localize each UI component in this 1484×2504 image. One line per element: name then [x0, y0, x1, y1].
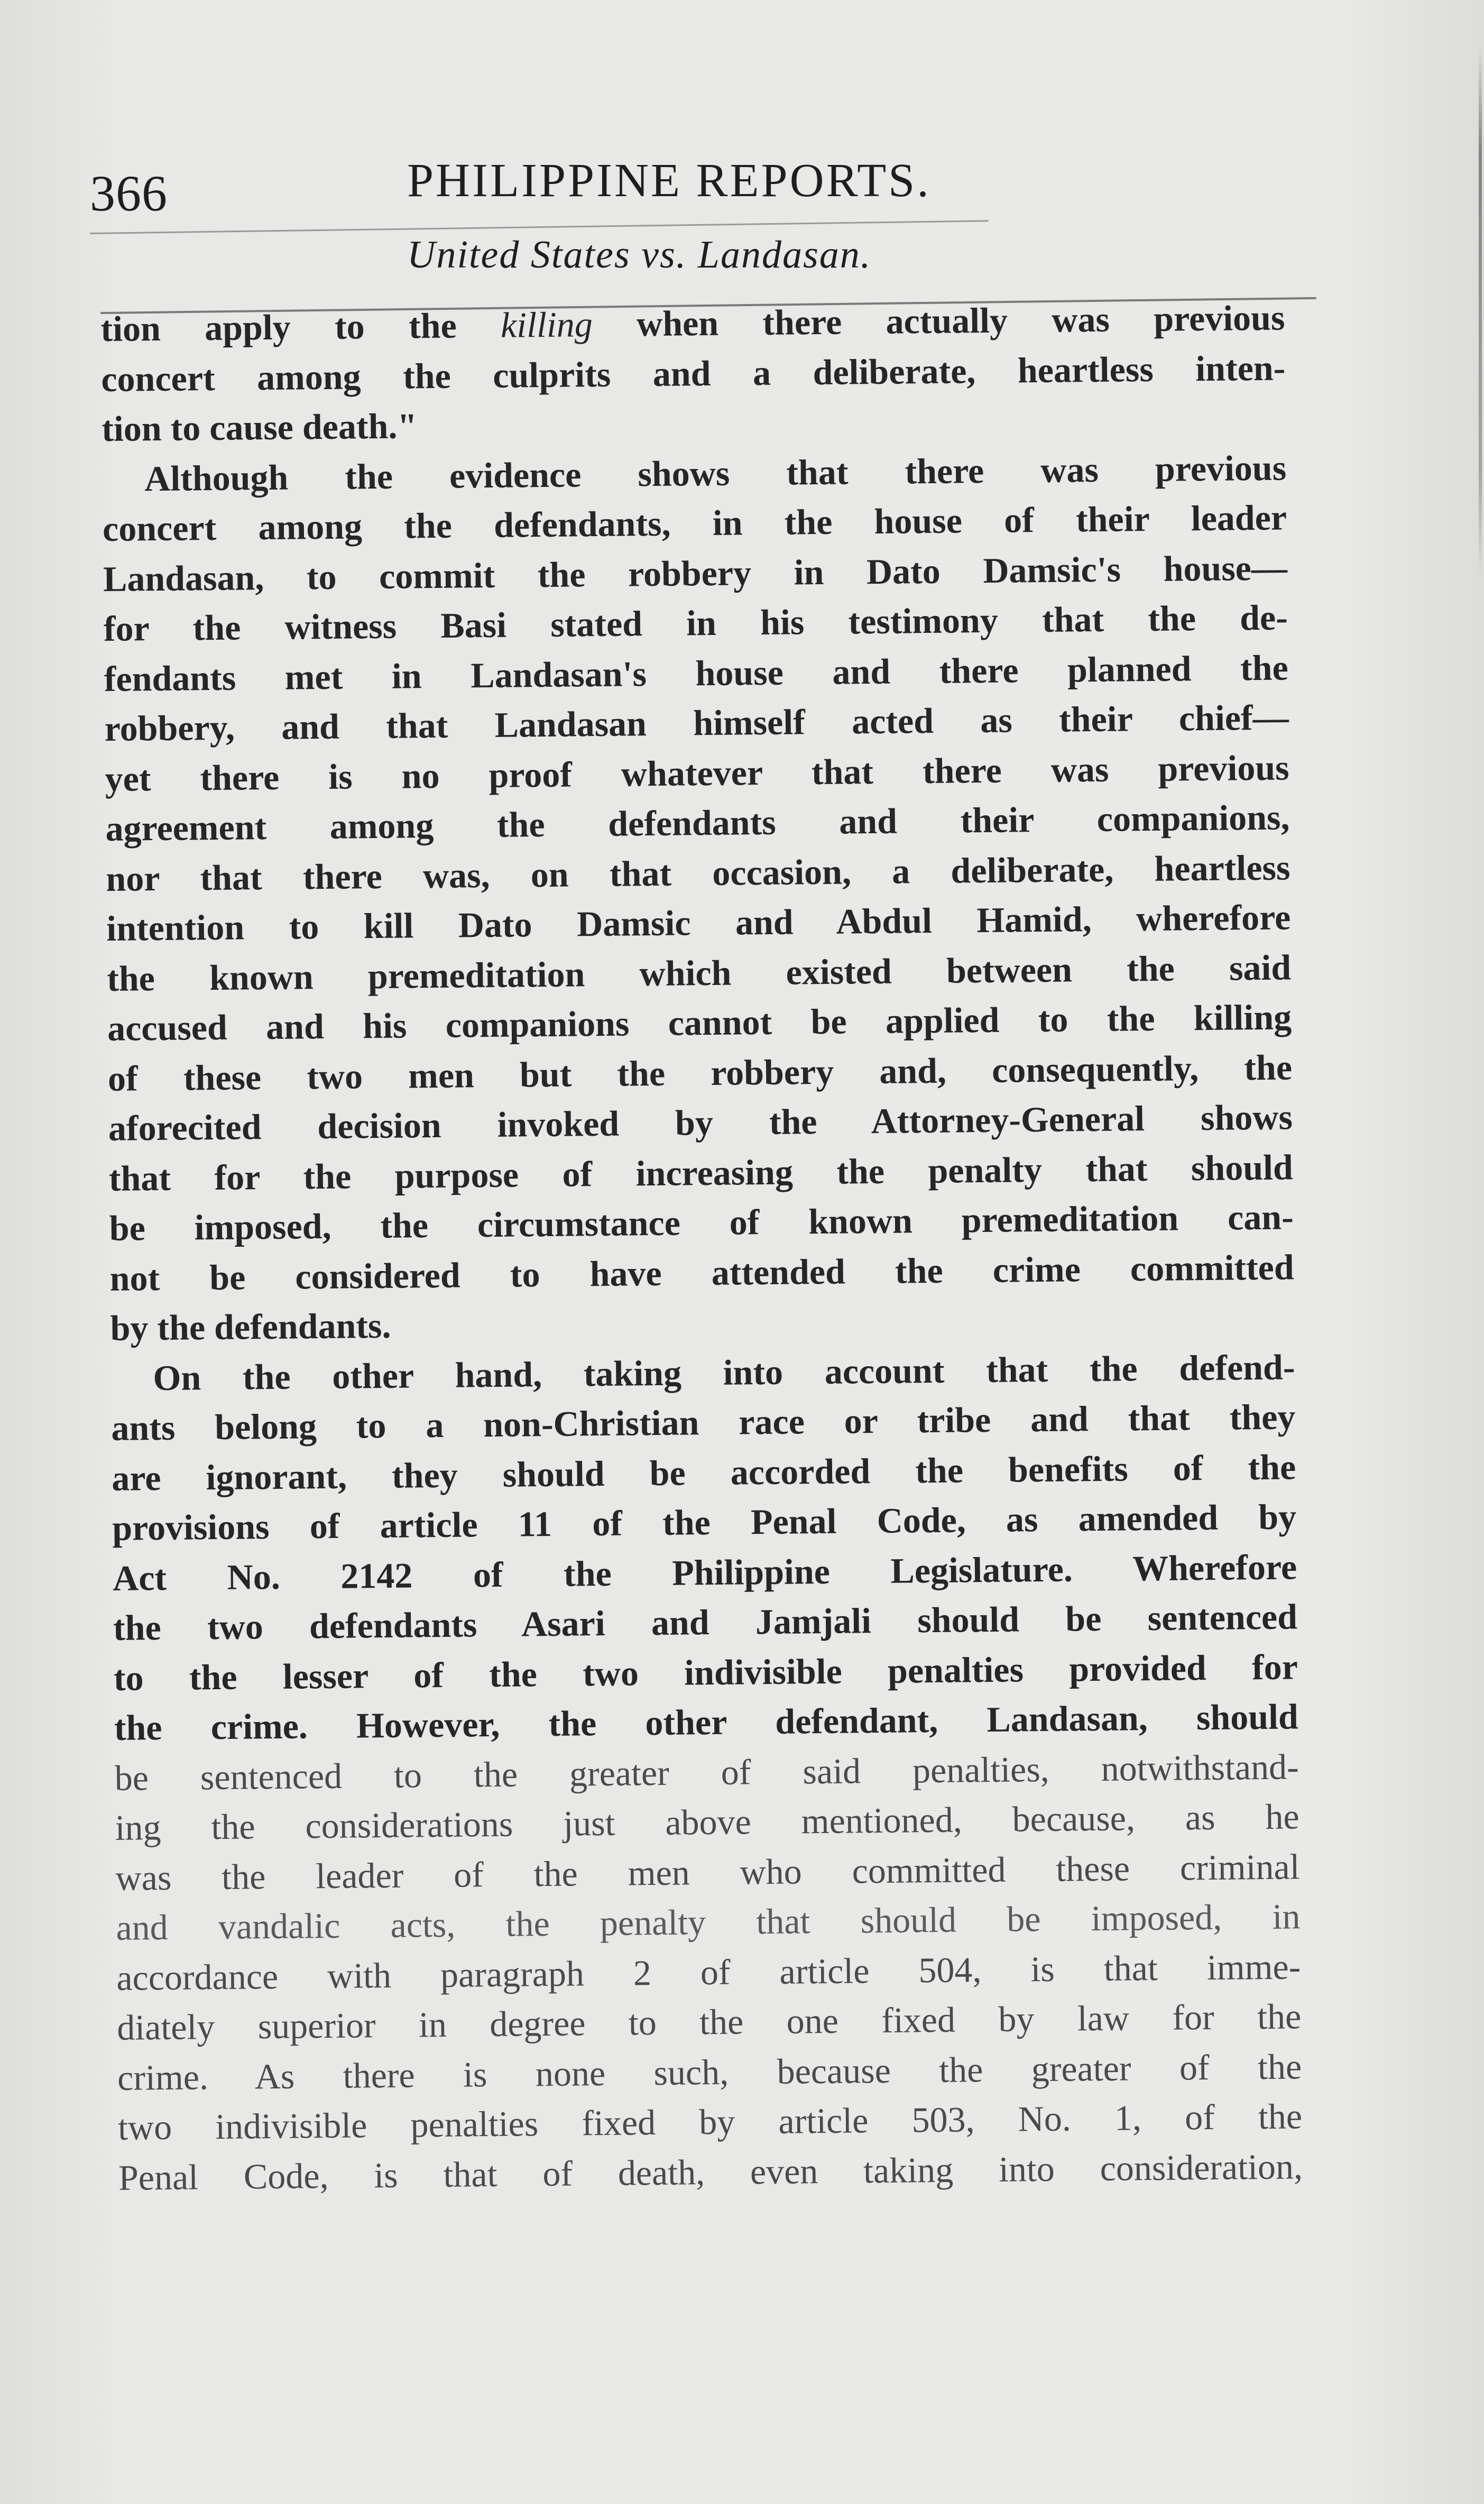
- text-line: Act No. 2142 of the Philippine Legislature. Wherefore: [112, 1546, 1297, 1598]
- text-line: by the defendants.: [110, 1305, 391, 1348]
- page-number: 366: [90, 165, 168, 222]
- text-line: the two defendants Asari and Jamjali should be sentenced: [113, 1596, 1298, 1648]
- text-line: that for the purpose of increasing the penalty that should: [108, 1146, 1294, 1199]
- page-edge-shadow: [1479, 48, 1482, 576]
- text-line: aforecited decision invoked by the Attorney-General shows: [108, 1097, 1293, 1148]
- text-line: crime. As there is none such, because the greater of the: [117, 2046, 1302, 2098]
- text-line: robbery, and that Landasan himself acted as their chief—: [104, 697, 1289, 749]
- body-text: [100, 292, 1303, 2202]
- text-line: for the witness Basi stated in his testimony that the de-: [103, 597, 1288, 649]
- text-line: two indivisible penalties fixed by article 503, No. 1, of the: [117, 2096, 1303, 2148]
- text-line: intention to kill Dato Damsic and Abdul Hamid, wherefore: [106, 897, 1291, 949]
- text-line: to the lesser of the two indivisible penalties provided for: [113, 1646, 1298, 1698]
- text-line: of these two men but the robbery and, consequently, the: [107, 1046, 1293, 1099]
- text-line: was the leader of the men who committed these criminal: [115, 1846, 1300, 1898]
- text-line: Although the evidence shows that there was previous: [144, 447, 1287, 499]
- text-line: are ignorant, they should be accorded the benefits of the: [111, 1446, 1296, 1498]
- running-title: PHILIPPINE REPORTS.: [407, 154, 931, 207]
- text-line: accused and his companions cannot be applied to the killing: [107, 997, 1292, 1048]
- text-line: Penal Code, is that of death, even taking into consideration,: [118, 2146, 1303, 2198]
- text-line: ing the considerations just above mentioned, because, as he: [115, 1796, 1299, 1848]
- text-line: provisions of article 11 of the Penal Code, as amended by: [112, 1496, 1297, 1548]
- text-line: Landasan, to commit the robbery in Dato Damsic's house—: [103, 547, 1288, 599]
- text-line: yet there is no proof whatever that there was previous: [105, 747, 1289, 799]
- text-line: not be considered to have attended the crime committed: [109, 1246, 1294, 1299]
- text-line: the crime. However, the other defendant, Landasan, should: [114, 1696, 1299, 1748]
- text-line: the known premeditation which existed between the said: [106, 946, 1292, 999]
- text-line: accordance with paragraph 2 of article 504, is that imme-: [116, 1946, 1301, 1998]
- text-line: ants belong to a non-Christian race or tribe and that they: [111, 1396, 1296, 1448]
- text-line: concert among the defendants, in the house of their leader: [102, 497, 1287, 549]
- page-header: [90, 153, 1301, 227]
- text-line: tion to cause death.": [101, 406, 418, 449]
- case-title: United States vs. Landasan.: [407, 233, 872, 277]
- text-line: On the other hand, taking into account that the defend-: [153, 1346, 1295, 1398]
- text-line: be sentenced to the greater of said penalties, notwithstand-: [114, 1746, 1299, 1798]
- text-line: and vandalic acts, the penalty that should be imposed, in: [116, 1896, 1301, 1948]
- text-line: concert among the culprits and a deliberate, heartless inten-: [100, 347, 1286, 399]
- text-line: nor that there was, on that occasion, a deliberate, heartless: [106, 846, 1291, 899]
- text-line: diately superior in degree to the one fixed by law for the: [116, 1996, 1302, 2048]
- text-line: be imposed, the circumstance of known premeditation can-: [109, 1196, 1294, 1248]
- text-line: agreement among the defendants and their companions,: [105, 797, 1290, 849]
- text-line: fendants met in Landasan's house and there planned the: [104, 647, 1289, 699]
- italic-word: killing: [500, 304, 593, 345]
- text-line: tion apply to the killing when there actually was previous: [100, 297, 1285, 349]
